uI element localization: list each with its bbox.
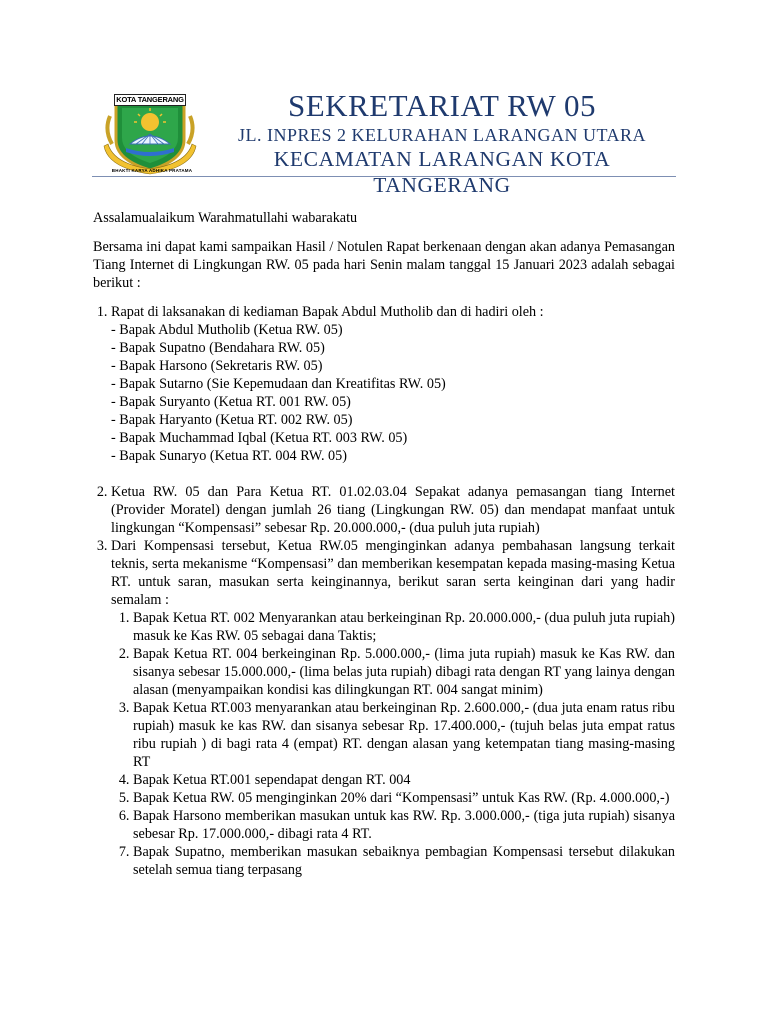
kota-tangerang-emblem: [96, 94, 206, 176]
header-divider: [92, 176, 676, 177]
attendee-item: - Bapak Muchammad Iqbal (Ketua RT. 003 RW. 05): [111, 430, 408, 446]
emblem-shield-icon: [96, 94, 206, 176]
suggestion-item: 2. Bapak Ketua RT. 004 berkeinginan Rp. 5.000.000,- (lima juta rupiah) masuk ke Kas RW. dan sisanya sebesar 15.000.000,- (lima belas juta rupiah) dibagi rata dengan RT yang lainya dengan alasan (menyampaikan kondisi kas dilingkungan RT. 004 sangat minim): [133, 645, 675, 699]
suggestion-item: 4. Bapak Ketua RT.001 sependapat dengan RT. 004: [133, 771, 675, 789]
spacer: [111, 465, 675, 483]
suggestion-item: 6. Bapak Harsono memberikan masukan untuk kas RW. Rp. 3.000.000,- (tiga juta rupiah) sisanya sebesar Rp. 17.000.000,- dibagi rata 4 RT.: [133, 807, 675, 843]
suggestion-item: 1. Bapak Ketua RT. 002 Menyarankan atau berkeinginan Rp. 20.000.000,- (dua puluh juta rupiah) masuk ke Kas RW. 05 sebagai dana Taktis;: [133, 609, 675, 645]
letter-district: KECAMATAN LARANGAN KOTA TANGERANG: [273, 147, 611, 197]
minutes-item-2: 2. Ketua RW. 05 dan Para Ketua RT. 01.02.03.04 Sepakat adanya pemasangan tiang Internet (Provider Moratel) dengan jumlah 26 tiang (Lingkungan RW. 05) dan mendapat manfaat untuk lingkungan “Kompensasi” sebesar Rp. 20.000.000,- (dua puluh juta rupiah): [111, 483, 675, 537]
minutes-item-3: [111, 537, 675, 879]
attendee-item: - Bapak Haryanto (Ketua RT. 002 RW. 05): [111, 412, 353, 428]
emblem-city-label: KOTA TANGERANG: [114, 94, 186, 106]
minutes-item-3-text: Dari Kompensasi tersebut, Ketua RW.05 menginginkan adanya pembahasan langsung terkait teknis, serta mekanisme “Kompensasi” dan memberikan kesempatan kepada masing-masing Ketua RT. untuk saran, masukan serta keinginannya, berikut saran serta keinginan dari yang hadir semalam :: [111, 538, 675, 608]
minutes-item-1: [111, 303, 675, 483]
letter-title: SEKRETARIAT RW 05: [287, 88, 596, 123]
attendee-list: [111, 321, 675, 465]
letter-address: JL. INPRES 2 KELURAHAN LARANGAN UTARA: [237, 125, 647, 145]
letterhead-text: [208, 88, 676, 198]
suggestion-item: 7. Bapak Supatno, memberikan masukan sebaiknya pembagian Kompensasi tersebut dilakukan setelah semua tiang terpasang: [133, 843, 675, 879]
attendee-item: - Bapak Sunaryo (Ketua RT. 004 RW. 05): [111, 448, 347, 464]
letterhead: [92, 88, 676, 197]
intro-paragraph: Bersama ini dapat kami sampaikan Hasil / Notulen Rapat berkenaan dengan akan adanya Pemasangan Tiang Internet di Lingkungan RW. 05 pada hari Senin malam tanggal 15 Januari 2023 adalah sebagai berikut :: [93, 239, 675, 291]
suggestion-item: 3. Bapak Ketua RT.003 menyarankan atau berkeinginan Rp. 2.600.000,- (dua juta enam ratus ribu rupiah) masuk ke kas RW. dan sisanya sebesar Rp. 17.400.000,- (tujuh belas juta empat ratus ribu rupiah ) di bagi rata 4 (empat) RT. dengan alasan yang ketempatan tiang masing-masing RT: [133, 699, 675, 771]
attendee-item: - Bapak Abdul Mutholib (Ketua RW. 05): [111, 322, 343, 338]
suggestion-list: [111, 609, 675, 879]
suggestion-item: 5. Bapak Ketua RW. 05 menginginkan 20% dari “Kompensasi” untuk Kas RW. (Rp. 4.000.000,-): [133, 789, 675, 807]
letter-body: [93, 209, 675, 879]
minutes-list: [93, 303, 675, 879]
attendee-item: - Bapak Sutarno (Sie Kepemudaan dan Kreatifitas RW. 05): [111, 376, 446, 392]
greeting: Assalamualaikum Warahmatullahi wabarakatu: [93, 210, 358, 226]
emblem-motto: BHAKTI KARYA ADHIKA PRATAMA: [111, 168, 193, 173]
minutes-item-1-text: Rapat di laksanakan di kediaman Bapak Abdul Mutholib dan di hadiri oleh :: [111, 304, 544, 320]
attendee-item: - Bapak Harsono (Sekretaris RW. 05): [111, 358, 323, 374]
attendee-item: - Bapak Suryanto (Ketua RT. 001 RW. 05): [111, 394, 351, 410]
attendee-item: - Bapak Supatno (Bendahara RW. 05): [111, 340, 325, 356]
